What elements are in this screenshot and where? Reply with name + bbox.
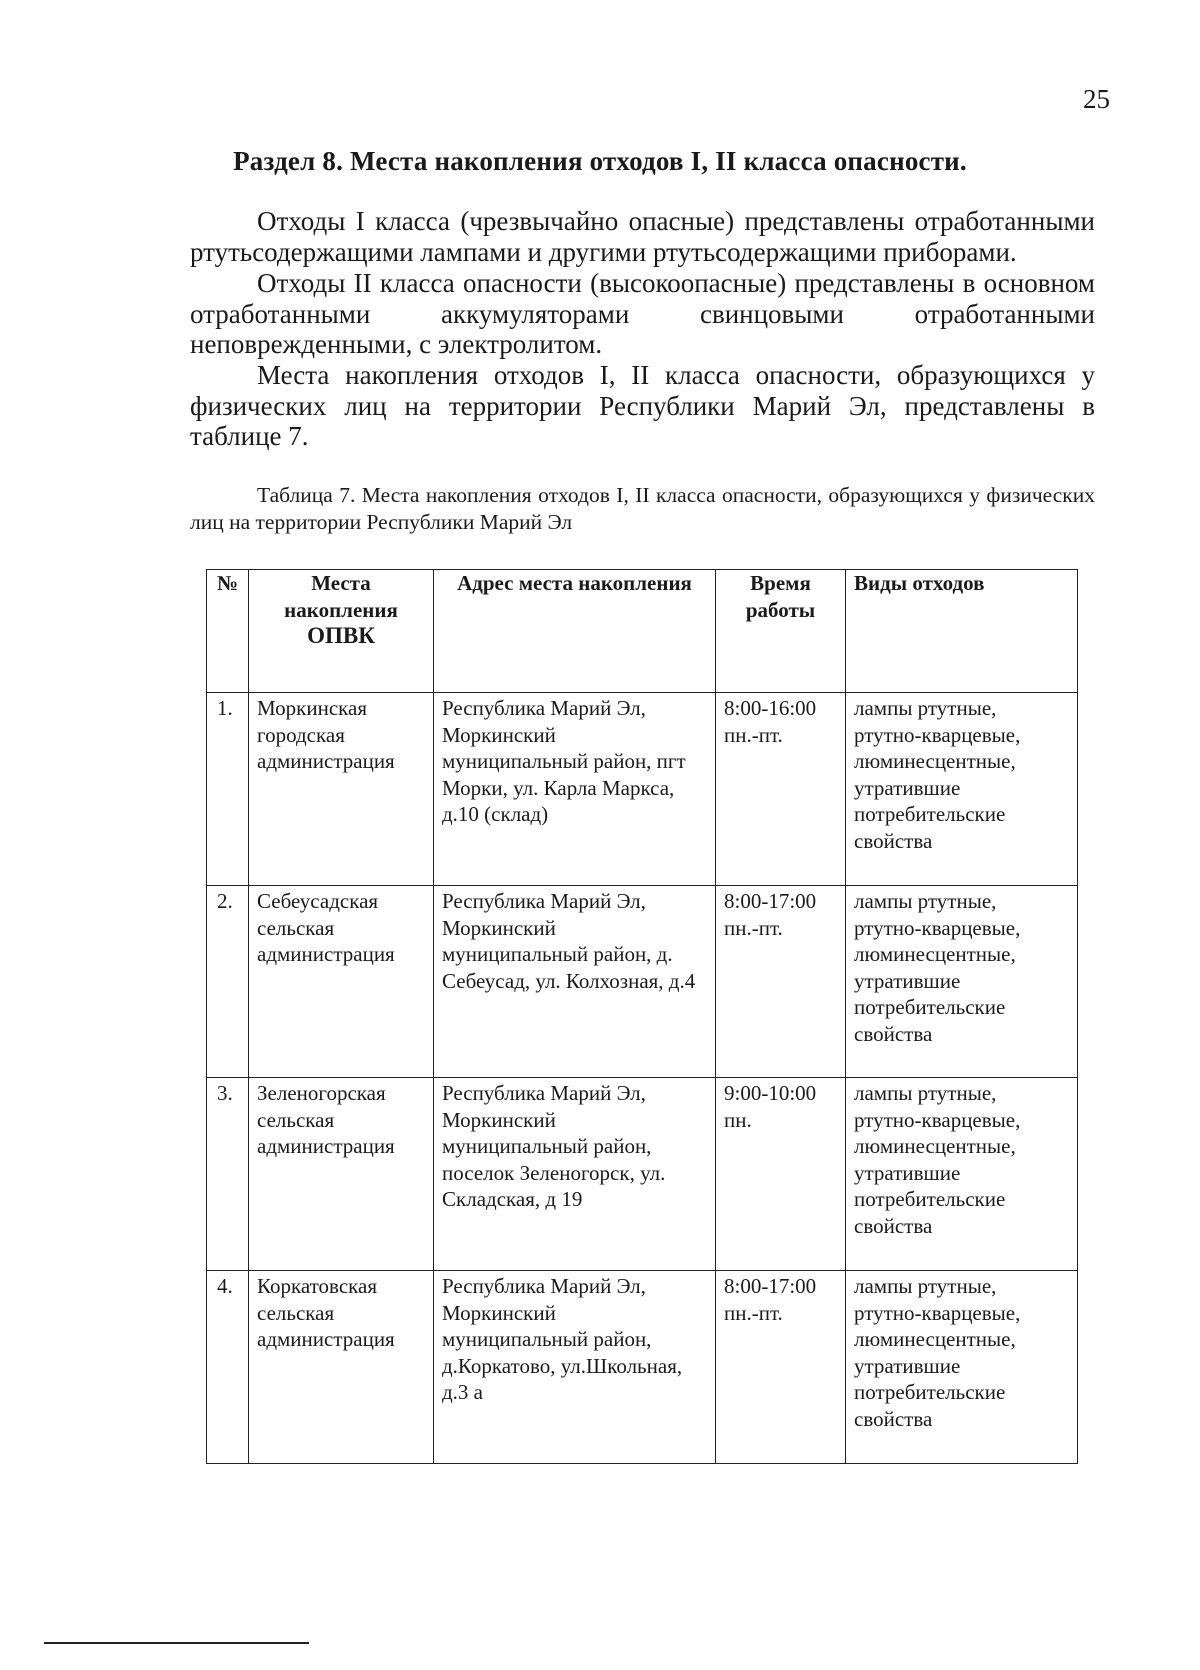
row-num: 3. bbox=[207, 1078, 249, 1271]
header-time: Время работы bbox=[716, 570, 846, 693]
row-place: Коркатовская сельская администрация bbox=[249, 1271, 434, 1464]
row-time: 9:00-10:00 пн. bbox=[716, 1078, 846, 1271]
row-num: 4. bbox=[207, 1271, 249, 1464]
header-waste: Виды отходов bbox=[846, 570, 1078, 693]
header-address: Адрес места накопления bbox=[434, 570, 716, 693]
row-waste: лампы ртутные, ртутно-кварцевые, люминесцентные, утратившие потребительские свойства bbox=[846, 1078, 1078, 1271]
row-time: 8:00-17:00 пн.-пт. bbox=[716, 1271, 846, 1464]
header-place: Места накопления ОПВК bbox=[249, 570, 434, 693]
table-caption: Таблица 7. Места накопления отходов I, II класса опасности, образующихся у физических лиц на территории Республики Марий Эл bbox=[190, 483, 1095, 534]
row-num: 2. bbox=[207, 886, 249, 1078]
row-address: Республика Марий Эл, Моркинский муниципальный район, д.Коркатово, ул.Школьная, д.3 а bbox=[434, 1271, 716, 1464]
row-place: Себеусадская сельская администрация bbox=[249, 886, 434, 1078]
row-time: 8:00-17:00 пн.-пт. bbox=[716, 886, 846, 1078]
paragraph-class-2: Отходы II класса опасности (высокоопасные) представлены в основном отработанными аккумуляторами свинцовыми отработанными неповрежденными, с электролитом. bbox=[190, 268, 1095, 359]
row-address: Республика Марий Эл, Моркинский муниципальный район, пгт Морки, ул. Карла Маркса, д.10 (склад) bbox=[434, 693, 716, 886]
page-number: 25 bbox=[1083, 84, 1110, 114]
table-row bbox=[207, 1078, 1078, 1271]
table-row bbox=[207, 693, 1078, 886]
row-place: Зеленогорская сельская администрация bbox=[249, 1078, 434, 1271]
row-waste: лампы ртутные, ртутно-кварцевые, люминесцентные, утратившие потребительские свойства bbox=[846, 1271, 1078, 1464]
table-header-row bbox=[207, 570, 1078, 693]
row-waste: лампы ртутные, ртутно-кварцевые, люминесцентные, утратившие потребительские свойства bbox=[846, 693, 1078, 886]
section-title: Раздел 8. Места накопления отходов I, II класса опасности. bbox=[233, 146, 967, 176]
row-time: 8:00-16:00 пн.-пт. bbox=[716, 693, 846, 886]
waste-sites-table bbox=[206, 569, 1078, 1464]
table-row bbox=[207, 1271, 1078, 1464]
row-num: 1. bbox=[207, 693, 249, 886]
row-address: Республика Марий Эл, Моркинский муниципальный район, д. Себеусад, ул. Колхозная, д.4 bbox=[434, 886, 716, 1078]
footnote-separator bbox=[44, 1642, 309, 1644]
header-num: № bbox=[207, 570, 249, 693]
row-place: Моркинская городская администрация bbox=[249, 693, 434, 886]
paragraph-class-1: Отходы I класса (чрезвычайно опасные) представлены отработанными ртутьсодержащими лампами и другими ртутьсодержащими приборами. bbox=[190, 206, 1095, 267]
row-address: Республика Марий Эл, Моркинский муниципальный район, поселок Зеленогорск, ул. Складская, д 19 bbox=[434, 1078, 716, 1271]
table-row bbox=[207, 886, 1078, 1078]
row-waste: лампы ртутные, ртутно-кварцевые, люминесцентные, утратившие потребительские свойства bbox=[846, 886, 1078, 1078]
paragraph-table-reference: Места накопления отходов I, II класса опасности, образующихся у физических лиц на территории Республики Марий Эл, представлены в таблице 7. bbox=[190, 360, 1095, 451]
